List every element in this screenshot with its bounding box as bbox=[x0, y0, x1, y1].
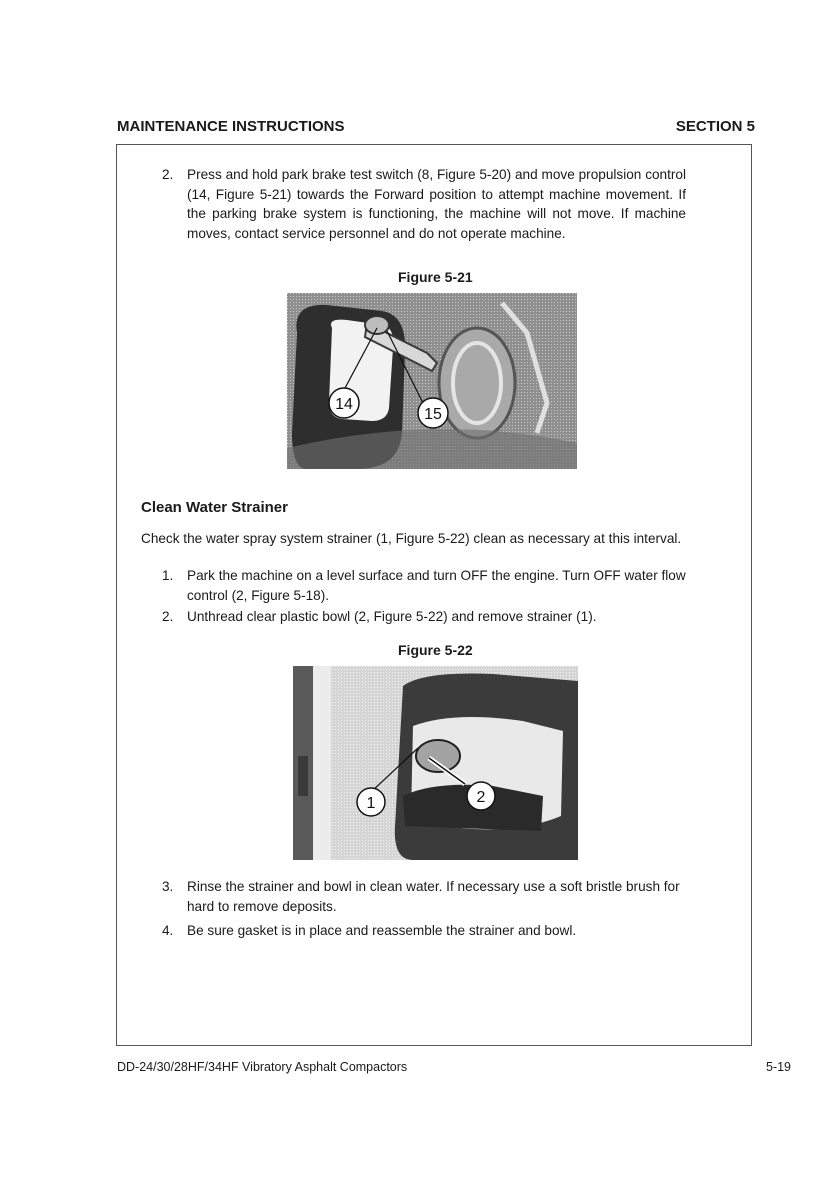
step-item bbox=[162, 566, 686, 605]
step-number: 2. bbox=[162, 167, 174, 182]
callout-1-label: 1 bbox=[366, 795, 376, 812]
step-item bbox=[162, 921, 686, 941]
figure-5-22-photo bbox=[293, 666, 578, 860]
callout-2-label: 2 bbox=[476, 789, 486, 806]
page-number: 5-19 bbox=[765, 1060, 791, 1074]
step-text: Press and hold park brake test switch (8, Figure 5-20) and move propulsion control (14, Figure 5-21) towards the Forward position to attempt machine movement. If the parking brake system is functioning, the machine will not move. If machine moves, contact service personnel and do not operate machine. bbox=[187, 167, 686, 241]
callout-14-label: 14 bbox=[335, 396, 353, 413]
figure-5-21-caption: Figure 5-21 bbox=[398, 269, 473, 285]
step-number: 1. bbox=[162, 568, 174, 583]
step-text: Park the machine on a level surface and turn OFF the engine. Turn OFF water flow control (2, Figure 5-18). bbox=[187, 568, 686, 603]
step-item bbox=[162, 877, 686, 916]
section-heading: Clean Water Strainer bbox=[141, 499, 288, 516]
water-strainer-illustration bbox=[293, 666, 578, 860]
header-title: MAINTENANCE INSTRUCTIONS bbox=[117, 118, 345, 135]
step-number: 2. bbox=[162, 609, 174, 624]
section-intro: Check the water spray system strainer (1, Figure 5-22) clean as necessary at this interval. bbox=[141, 531, 682, 546]
step-park-brake bbox=[162, 165, 686, 243]
step-item bbox=[162, 607, 686, 627]
propulsion-control-illustration bbox=[287, 293, 577, 469]
step-number: 4. bbox=[162, 923, 174, 938]
header-section: SECTION 5 bbox=[675, 118, 755, 135]
callout-15-label: 15 bbox=[424, 406, 442, 423]
figure-5-22-caption: Figure 5-22 bbox=[398, 642, 473, 658]
step-text: Rinse the strainer and bowl in clean water. If necessary use a soft bristle brush for hard to remove deposits. bbox=[187, 879, 680, 914]
step-text: Be sure gasket is in place and reassemble the strainer and bowl. bbox=[187, 923, 577, 938]
figure-5-21-photo bbox=[287, 293, 577, 469]
step-text: Unthread clear plastic bowl (2, Figure 5-22) and remove strainer (1). bbox=[187, 609, 597, 624]
footer-title: DD-24/30/28HF/34HF Vibratory Asphalt Compactors bbox=[117, 1060, 408, 1074]
step-number: 3. bbox=[162, 879, 174, 894]
